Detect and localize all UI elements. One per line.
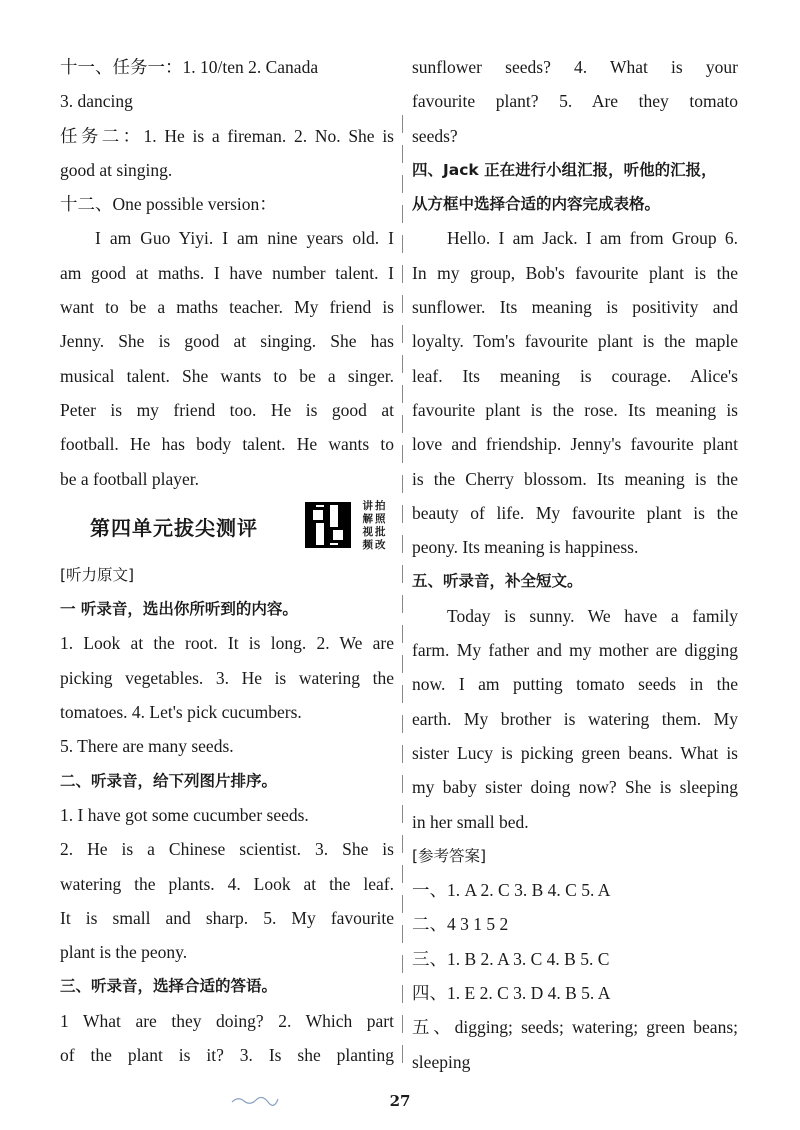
qr-code-icon[interactable] [305,502,351,548]
text-line: leaf. Its meaning is courage. Alice's [412,365,738,386]
text-line: tomatoes. 4. Let's pick cucumbers. [60,702,302,723]
text-line: is the Cherry blossom. Its meaning is the [412,468,738,489]
text-line: sunflower seeds? 4. What is your [412,57,738,77]
text-line: 3. dancing [60,91,133,112]
text-line: It is small and sharp. 5. My favourite [60,907,394,928]
text-line: love and friendship. Jenny's favourite plant [412,434,738,455]
text-line: I am Guo Yiyi. I am nine years old. I [95,228,394,249]
text-line: 五、digging; seeds; watering; green beans; [412,1017,738,1038]
text-line: Today is sunny. We have a family [447,605,738,626]
text-line: 五、听录音，补全短文。 [412,572,583,591]
text-line: 1. I have got some cucumber seeds. [60,804,309,825]
text-line: football. He has body talent. He wants to [60,434,394,455]
text-line: sister Lucy is picking green beans. What is [412,742,738,763]
text-line: good at singing. [60,159,173,180]
text-line: 一、1. A 2. C 3. B 4. C 5. A [412,880,611,901]
column-divider [402,115,403,1075]
unit-title: 第四单元拔尖测评 [90,515,258,540]
text-line: 二、听录音，给下列图片排序。 [60,771,278,790]
text-line: 2. He is a Chinese scientist. 3. She is [60,839,394,860]
qr-caption: 讲拍解照视批频改 [362,499,388,551]
text-line: am good at maths. I have number talent. I [60,262,394,283]
text-line: 四、1. E 2. C 3. D 4. B 5. A [412,983,611,1004]
pen-mark-icon [230,1094,280,1106]
text-line: 任务二：1. He is a fireman. 2. No. She is [60,125,394,146]
left-column [60,50,394,1072]
text-line: 十二、One possible version： [60,194,277,215]
text-line: sunflower. Its meaning is positivity and [412,297,738,318]
text-line: In my group, Bob's favourite plant is the [412,262,738,283]
answer-section [60,50,394,496]
text-line: Hello. I am Jack. I am from Group 6. [447,228,738,249]
text-line: sleeping [412,1051,471,1072]
text-line: of the plant is it? 3. Is she planting [60,1045,394,1066]
text-line: plant is the peony. [60,942,188,963]
right-column [412,50,738,1079]
text-line: 5. There are many seeds. [60,736,234,757]
text-line: Peter is my friend too. He is good at [60,399,394,420]
listening-script-section [60,558,394,1072]
text-line: farm. My father and my mother are digging [412,640,738,661]
text-line: 二、4 3 1 5 2 [412,914,509,935]
text-line: peony. Its meaning is happiness. [412,537,639,558]
text-line: earth. My brother is watering them. My [412,708,738,729]
text-line: [参考答案] [412,846,487,865]
text-line: [听力原文] [60,565,135,584]
text-line: 一 听录音，选出你所听到的内容。 [60,600,298,619]
text-line: beauty of life. My favourite plant is the [412,502,738,523]
text-line: 1. Look at the root. It is long. 2. We are [60,633,394,654]
text-line: picking vegetables. 3. He is watering the [60,667,394,688]
text-line: watering the plants. 4. Look at the leaf. [60,873,394,894]
text-line: now. I am putting tomato seeds in the [412,674,738,695]
text-line: 三、听录音，选择合适的答语。 [60,977,278,996]
text-line: favourite plant? 5. Are they tomato [412,91,738,112]
text-line: loyalty. Tom's favourite plant is the maple [412,331,738,352]
unit-heading [60,496,394,558]
text-line: 从方框中选择合适的内容完成表格。 [412,195,661,214]
text-line: favourite plant is the rose. Its meaning is [412,399,738,420]
text-line: 四、Jack 正在进行小组汇报，听他的汇报， [412,160,717,179]
text-line: seeds? [412,125,458,146]
page-number: 27 [389,1092,411,1110]
text-line: my baby sister doing now? She is sleeping [412,777,738,798]
text-line: 三、1. B 2. A 3. C 4. B 5. C [412,948,610,969]
text-line: musical talent. She wants to be a singer. [60,365,394,386]
text-line: 十一、任务一：1. 10/ten 2. Canada [60,57,319,77]
text-line: Jenny. She is good at singing. She has [60,331,394,352]
text-line: 1 What are they doing? 2. Which part [60,1010,394,1031]
text-line: be a football player. [60,468,199,489]
text-line: in her small bed. [412,811,529,832]
text-line: want to be a maths teacher. My friend is [60,297,394,318]
